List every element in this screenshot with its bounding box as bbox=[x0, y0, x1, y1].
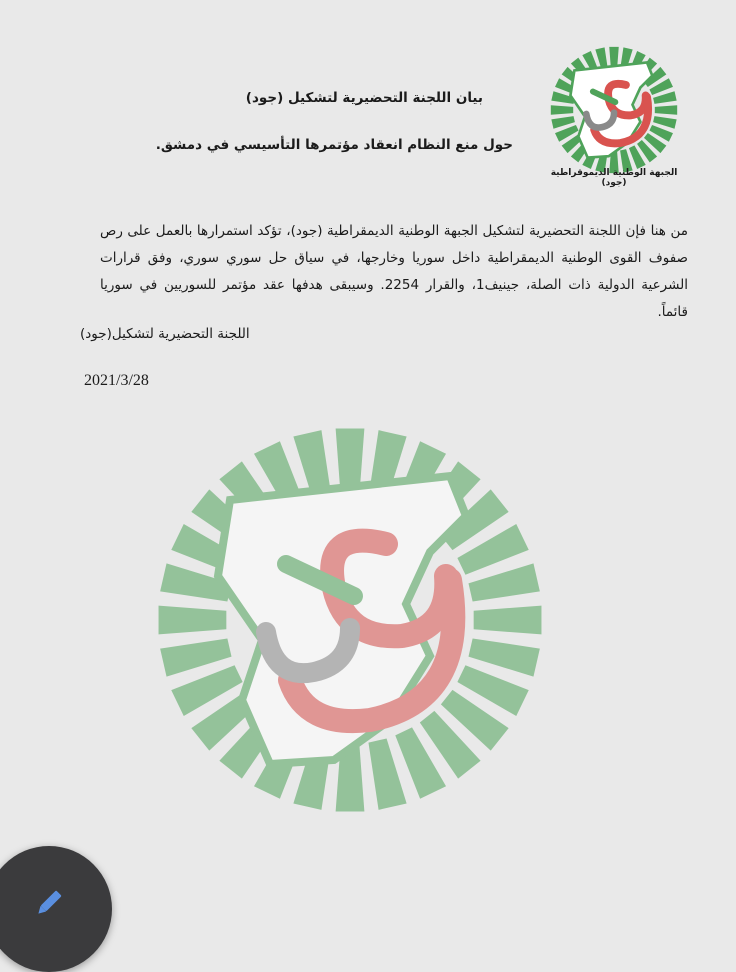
pencil-icon bbox=[34, 888, 64, 918]
signature: اللجنة التحضيرية لتشكيل(جود) bbox=[80, 326, 250, 342]
logo-caption: الجبهة الوطنية الديموقراطية (جود) bbox=[550, 168, 678, 188]
document-title: بيان اللجنة التحضيرية لتشكيل (جود) bbox=[245, 90, 483, 106]
edit-button[interactable] bbox=[0, 846, 112, 972]
document-subtitle: حول منع النظام انعقاد مؤتمرها التأسيسي في دمشق. bbox=[155, 137, 513, 153]
statement-paragraph: من هنا فإن اللجنة التحضيرية لتشكيل الجبهة الوطنية الديمقراطية (جود)، تؤكد استمرارها بالعمل على رص صفوف القوى الوطنية الديمقراطية داخل سوريا وخارجها، في سياق حل سوري سوري، وفق قرارات الشرعية الدولية ذات الصلة، جينيف1، والقرار 2254. وسيبقى هدفها عقد مؤتمر للسوريين في سوريا قائماً. bbox=[100, 223, 689, 320]
document-date: 2021/3/28 bbox=[84, 372, 149, 389]
logo-watermark bbox=[150, 420, 550, 820]
jood-logo bbox=[548, 40, 680, 180]
